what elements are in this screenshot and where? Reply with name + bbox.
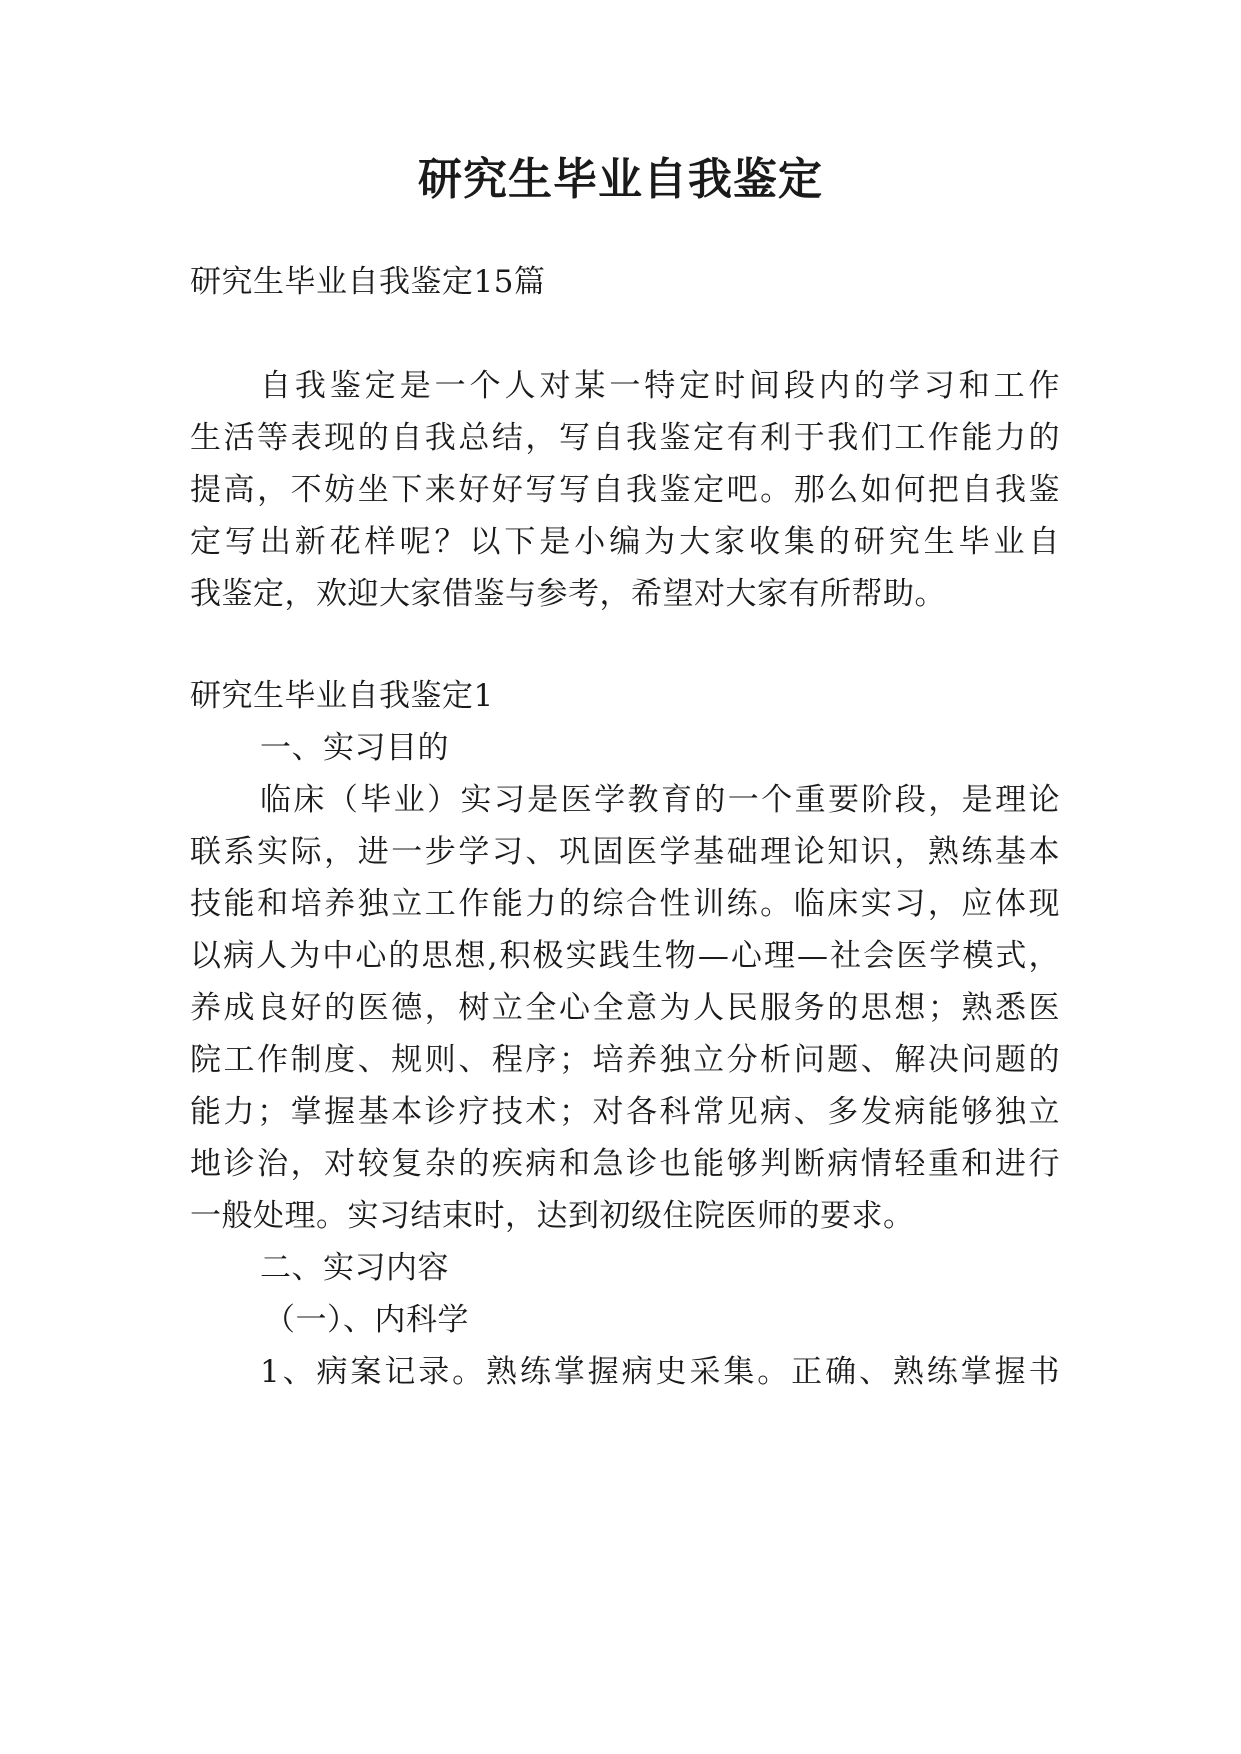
document-title: 研究生毕业自我鉴定 [418,154,823,205]
intro-line: 生活等表现的自我总结，写自我鉴定有利于我们工作能力的 [190,420,1060,456]
intro-line: 我鉴定，欢迎大家借鉴与参考，希望对大家有所帮助。 [190,576,946,612]
document-subtitle: 研究生毕业自我鉴定15篇 [190,264,546,300]
body-line: 联系实际，进一步学习、巩固医学基础理论知识，熟练基本 [190,834,1060,870]
body-line: 能力；掌握基本诊疗技术；对各科常见病、多发病能够独立 [190,1094,1060,1130]
body-line: 一般处理。实习结束时，达到初级住院医师的要求。 [190,1198,915,1234]
subsection-heading: 二、实习内容 [260,1250,449,1286]
body-line: 1、病案记录。熟练掌握病史采集。正确、熟练掌握书 [260,1354,1060,1390]
intro-line: 定写出新花样呢？以下是小编为大家收集的研究生毕业自 [190,524,1060,560]
intro-line: 自我鉴定是一个人对某一特定时间段内的学习和工作 [260,368,1060,404]
body-line: 临床（毕业）实习是医学教育的一个重要阶段，是理论 [260,782,1060,818]
body-line: 院工作制度、规则、程序；培养独立分析问题、解决问题的 [190,1042,1060,1078]
subsection-heading: （一）、内科学 [264,1302,469,1338]
subsection-heading: 一、实习目的 [260,730,449,766]
body-line: 养成良好的医德，树立全心全意为人民服务的思想；熟悉医 [190,990,1060,1026]
body-line: 地诊治，对较复杂的疾病和急诊也能够判断病情轻重和进行 [190,1146,1060,1182]
body-line: 以病人为中心的思想,积极实践生物—心理—社会医学模式， [190,938,1060,974]
body-line: 技能和培养独立工作能力的综合性训练。临床实习，应体现 [190,886,1060,922]
intro-line: 提高，不妨坐下来好好写写自我鉴定吧。那么如何把自我鉴 [190,472,1060,508]
section-heading: 研究生毕业自我鉴定1 [190,678,494,714]
